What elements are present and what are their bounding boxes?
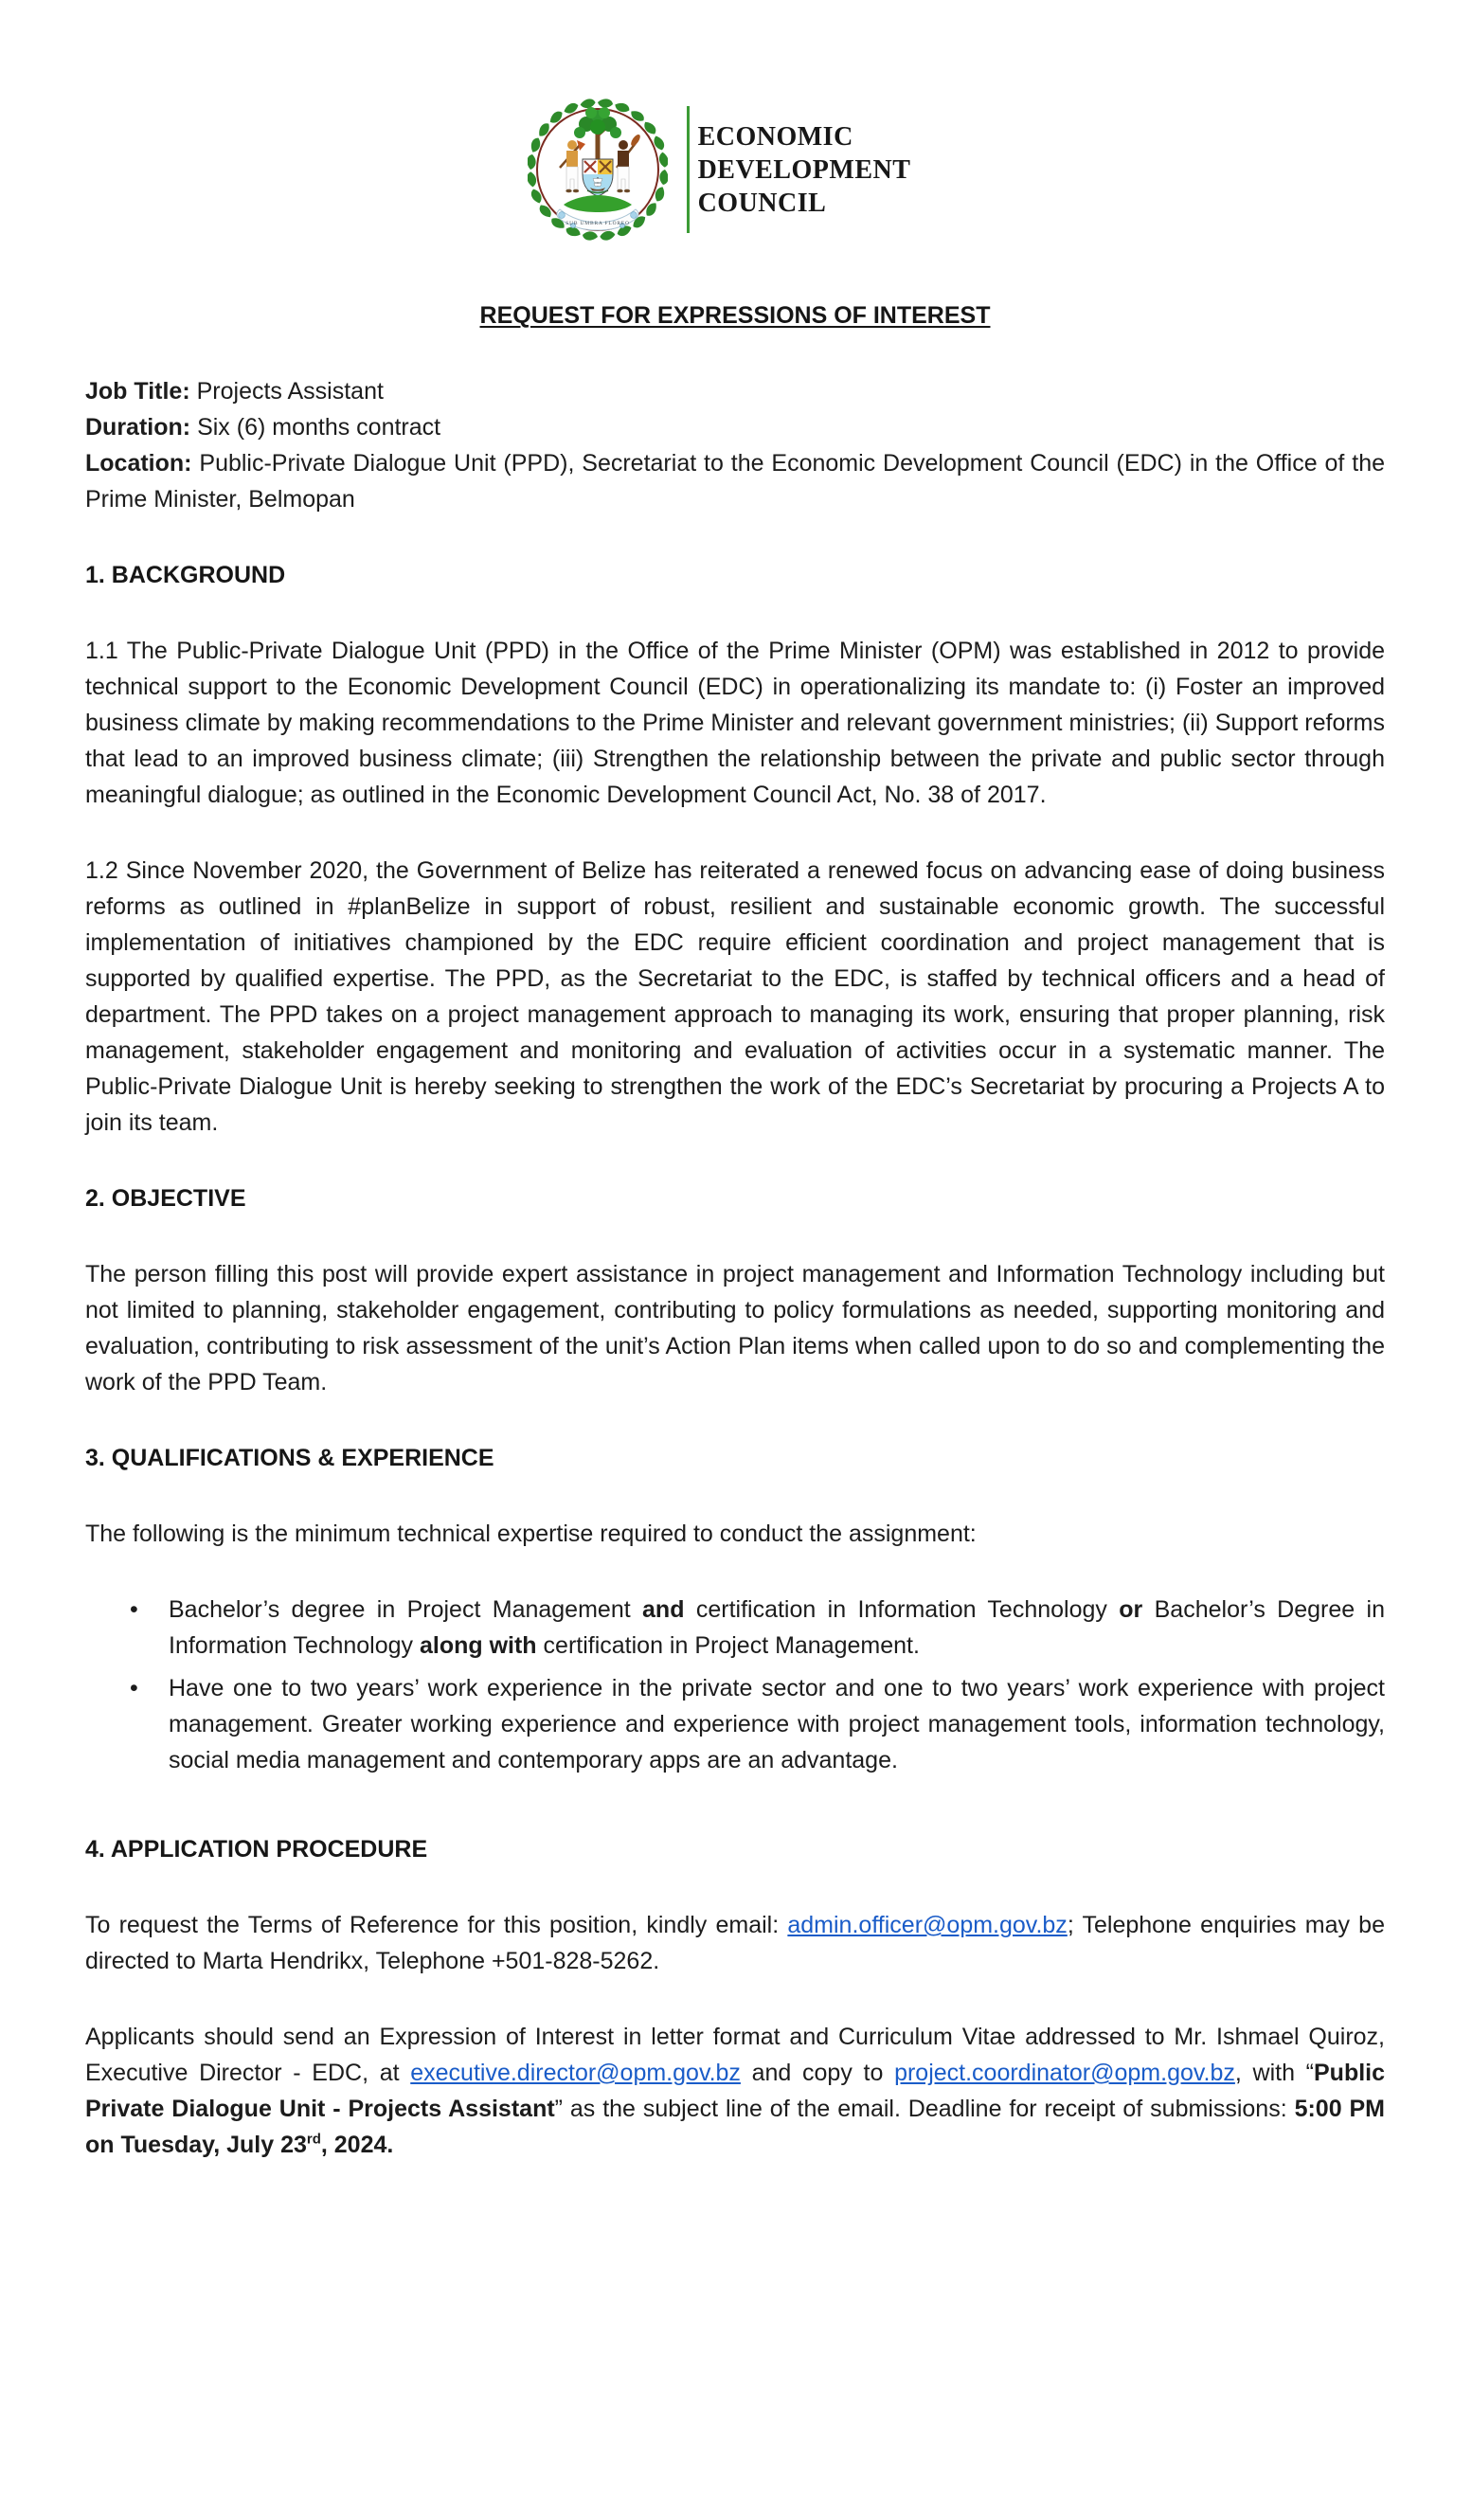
deadline-text: 5:00 PM on Tuesday, July 23	[85, 2096, 1386, 2158]
right-figure	[617, 133, 642, 192]
job-title-label: Job Title:	[85, 378, 190, 405]
deadline-year: , 2024.	[320, 2132, 394, 2158]
qualification-item	[85, 1592, 1385, 1664]
header-divider	[687, 106, 690, 233]
job-meta	[85, 373, 1385, 517]
tree	[574, 107, 621, 165]
section-heading-qualifications: 3. QUALIFICATIONS & EXPERIENCE	[85, 1445, 494, 1471]
text-run-bold: and	[642, 1596, 685, 1623]
email-link-admin-officer[interactable]: admin.officer@opm.gov.bz	[787, 1912, 1068, 1938]
left-figure	[560, 140, 585, 192]
duration-value: Six (6) months contract	[197, 414, 441, 441]
org-name-line: ECONOMIC	[697, 121, 853, 152]
org-name-line: DEVELOPMENT	[697, 154, 911, 185]
background-paragraph-1: 1.1 The Public-Private Dialogue Unit (PPD) in the Office of the Prime Minister (OPM) was established in 2012 to provide technical support to the Economic Development Council (EDC) in operationalizing its mandate to: (i) Foster an improved business climate by making recommendations to the Prime Minister and relevant government ministries; (ii) Support reforms that lead to an improved business climate; (iii) Strengthen the relationship between the private and public sector through meaningful dialogue; as outlined in the Economic Development Council Act, No. 38 of 2017.	[85, 638, 1385, 808]
text-run: ; Telephone enquiries may be directed to Marta Hendrikx, Telephone +501-828-5262.	[85, 1912, 1385, 1974]
header	[0, 95, 1455, 244]
section-heading-objective: 2. OBJECTIVE	[85, 1185, 246, 1212]
email-link-project-coordinator[interactable]: project.coordinator@opm.gov.bz	[894, 2060, 1235, 2086]
text-run: and copy to	[740, 2060, 895, 2086]
text-run-bold: or	[1119, 1596, 1143, 1623]
application-paragraph-2	[85, 2019, 1385, 2163]
section-heading-background: 1. BACKGROUND	[85, 562, 286, 588]
subject-line-text: Public Private Dialogue Unit - Projects Assistant	[85, 2060, 1386, 2122]
document-content	[0, 297, 1472, 2163]
deadline-ordinal-suffix: rd	[306, 2131, 321, 2148]
grass-mound	[564, 195, 632, 212]
qualifications-intro: The following is the minimum technical expertise required to conduct the assignment:	[85, 1521, 977, 1547]
belize-coat-of-arms-graphic	[528, 95, 668, 244]
qualification-item: • Have one to two years’ work experience in the private sector and one to two years’ work experience with project management. Greater working experience and experience with project management tools, information technology, social media management and contemporary apps are an advantage.	[85, 1670, 1385, 1778]
text-run-bold: along with	[419, 1632, 537, 1659]
text-run: Bachelor’s Degree in Information Technology	[169, 1596, 1385, 1659]
objective-paragraph: The person filling this post will provide expert assistance in project management and Information Technology including but not limited to planning, stakeholder engagement, contributing to policy formulations as needed, supporting monitoring and evaluation, contributing to risk assessment of the unit’s Action Plan items when called upon to do so and complementing the work of the PPD Team.	[85, 1261, 1385, 1395]
motto-text: SUB UMBRA FLOREO	[565, 221, 630, 226]
text-run: certification in Information Technology	[684, 1596, 1120, 1623]
qualifications-list	[85, 1592, 1385, 1778]
location-value: Public-Private Dialogue Unit (PPD), Secretariat to the Economic Development Council (EDC) in the Office of the Prime Minister, Belmopan	[85, 450, 1385, 513]
text-run: ” as the subject line of the email. Deadline for receipt of submissions:	[554, 2096, 1295, 2122]
text-run: To request the Terms of Reference for this position, kindly email:	[85, 1912, 788, 1938]
application-paragraph-1	[85, 1907, 1385, 1979]
document-page	[0, 95, 1472, 2520]
text-run: certification in Project Management.	[536, 1632, 920, 1659]
belize-coat-of-arms	[528, 95, 668, 244]
text-run: , with “	[1234, 2060, 1314, 2086]
job-title-value: Projects Assistant	[196, 378, 384, 405]
document-title: REQUEST FOR EXPRESSIONS OF INTEREST	[479, 302, 991, 329]
duration-label: Duration:	[85, 414, 191, 441]
section-heading-application: 4. APPLICATION PROCEDURE	[85, 1836, 428, 1863]
org-name	[698, 120, 911, 220]
text-run: Bachelor’s degree in Project Management	[169, 1596, 643, 1623]
org-name-line: COUNCIL	[697, 188, 827, 218]
email-link-executive-director[interactable]: executive.director@opm.gov.bz	[410, 2060, 741, 2086]
shield	[583, 159, 613, 196]
text-run: Applicants should send an Expression of Interest in letter format and Curriculum Vitae addressed to Mr. Ishmael Quiroz, Executive Director - EDC, at	[85, 2024, 1385, 2086]
location-label: Location:	[85, 450, 192, 477]
background-paragraph-2: 1.2 Since November 2020, the Government of Belize has reiterated a renewed focus on advancing ease of doing business reforms as outlined in #planBelize in support of robust, resilient and sustainable economic growth. The successful implementation of initiatives championed by the EDC require efficient coordination and project management that is supported by qualified expertise. The PPD, as the Secretariat to the EDC, is staffed by technical officers and a head of department. The PPD takes on a project management approach to managing its work, ensuring that proper planning, risk management, stakeholder engagement and monitoring and evaluation of activities occur in a systematic manner. The Public-Private Dialogue Unit is hereby seeking to strengthen the work of the EDC’s Secretariat by procuring a Projects A to join its team.	[85, 857, 1385, 1136]
